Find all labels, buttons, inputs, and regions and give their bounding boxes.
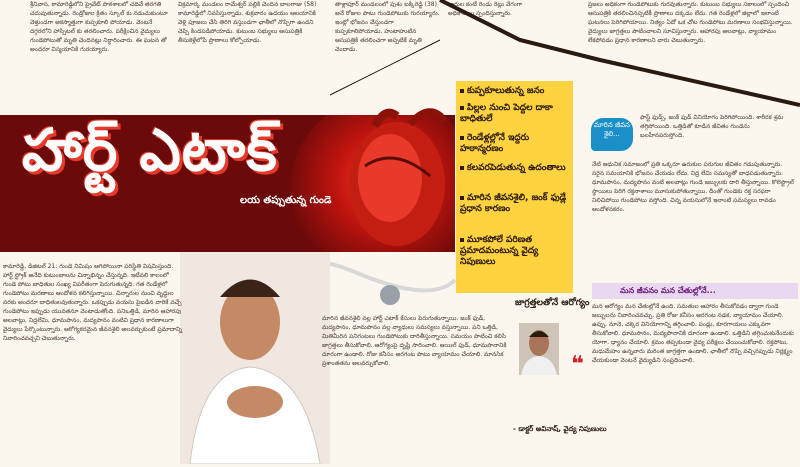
doctor-caption: - డాక్టర్ అవినాష్, వైద్య నిపుణులు: [513, 425, 607, 433]
text-block: శ్రీనివాస, కామారెడ్డిలోని ప్రైవేట్ పాఠశాలలో చదివే తరగతి చదువుతున్నాడు. రెండ్రోజుల క్రితం స్కూల్ కు నడుచుకుంటూ వెళ్తుండగా అకస్మాత్తుగా కుప్పకూలి పోయాడు. వెంటనే దగ్గరలోని హాస్పిటల్ కు తరలించారు. పరీక్షించిన వైద్యులు గుండెపోటుతో మృతి చెందినట్లు నిర్ధారించారు. ఈ ఘటన తో అందరూ విస్మయానికి గురయ్యారు.: [30, 1, 168, 53]
doctor-col-text: [322, 314, 512, 464]
headline: హార్ట్ ఎటాక్: [22, 116, 278, 184]
bullet-6: మూకపోలే పరిణత ప్రమాదమంటున్న వైద్య నిపుణులు: [460, 235, 539, 267]
bullet-2: పిల్లల నుంచి పెద్దల దాకా బాధితులే: [460, 103, 553, 124]
text-block: ప్రజలు అధికంగా గుండెపోటుకు గురవుతున్నారు. కుటుంబ సభ్యులు సకాలంలో స్పందించి ఆసుపత్రికి తరలించినప్పటికీ ప్రాణాలు దక్కడం లేదు. గత రెండేళ్లలో జిల్లాలో ఇలాంటి ఘటనలు పెరిగిపోయాయి. నిత్యం ఏదో ఒక చోట గుండెపోటు మరణాలు సంభవిస్తున్నాయి. వైద్యులు జాగ్రత్తలు పాటించాలని సూచిస్తున్నారు. ఆహారపు అలవాట్లు, వ్యాయామం లేకపోవడం ప్రధాన కారణాలని వారు చెబుతున్నారు.: [588, 1, 793, 44]
text-block: ఫాస్ట్ ఫుడ్స్, జంక్ ఫుడ్ వినియోగం పెరిగిపోయింది. శారీరక శ్రమ తగ్గిపోయింది. ఒత్తిడితో కూడిన జీవితం గుండెను బలహీనపరుస్తోంది.: [640, 114, 784, 139]
text-block: విక్రమార్క మండలం రామేశ్వర్ పల్లికి చెందిన బాలరాజు (58) కామారెడ్డిలో నివసిస్తున్నాడు. శుక్రవారం ఉదయం ఆలయానికి వెళ్లి పూజలు చేసి తిరిగి వస్తుండగా ఛాతీలో నొప్పిగా ఉందని చెప్పి కిందపడిపోయాడు. కుటుంబ సభ్యులు ఆసుపత్రికి తీసుకెళ్లేలోపే ప్రాణాలు కోల్పోయాడు.: [178, 1, 317, 44]
right-col-middle: [592, 160, 795, 280]
text-block: మారిన జీవనశైలి వల్ల హార్ట్ ఎటాక్ కేసులు పెరుగుతున్నాయి. జంక్ ఫుడ్, మద్యపానం, ధూమపానం వల్ల వ్యాధులు సమస్యలు వస్తున్నాయి. పని ఒత్తిడి, మితిమీరిన పనిగంటలు గుండెపోటుకు దారితీస్తున్నాయి. సమయం పాటించి కలిసి జాగ్రత్తలు తీసుకోవాలి. ఆరోగ్యంపై దృష్టి సారించాలి. ఆయిల్ ఫుడ్, ధూమపానానికి దూరంగా ఉండాలి. రోజు కనీసం అరగంట పాటు వ్యాయామం చేయాలి. మానసిక ప్రశాంతతను అలవర్చుకోవాలి.: [322, 315, 507, 367]
bullet-3: రెండేళ్లల్లోనే ఇద్దరు హఠాన్మరణం: [460, 133, 530, 154]
text-block: నేటి ఆధునిక సమాజంలో ప్రతి ఒక్కరూ ఉరుకుల పరుగుల జీవితం గడుపుతున్నారు. సరైన సమయానికి భోజనం చేయడం లేదు. నిద్ర లేమి సమస్యతో బాధపడుతున్నారు. ధూమపానం, మద్యపానం వంటి అలవాట్లు గుండె జబ్బులకు దారి తీస్తున్నాయి. కొలెస్ట్రాల్ స్థాయిలు పెరిగి రక్తనాళాలు మూసుకుపోతున్నాయి. దీంతో గుండెకు రక్త సరఫరా నిలిచిపోయి గుండెపోటు వస్తోంది. చిన్న వయసులోనే ఇలాంటి సమస్యలు రావడం ఆందోళనకరం.: [592, 161, 794, 213]
lifestyle-tag: మారిన జీవన శైలి...: [591, 118, 633, 151]
doctor-photo: [519, 323, 559, 375]
quote-mark-icon: ❝: [571, 352, 584, 377]
man-photo: [180, 252, 330, 464]
bullet-5: మారిన జీవనశైలి, జంక్ ఫుడ్లే ప్రధాన కారణం: [460, 193, 567, 214]
diagonal-divider: [0, 0, 800, 120]
text-block: మన ఆరోగ్యం మన చేతుల్లోనే ఉంది. సమతుల ఆహారం తీసుకోవడం ద్వారా గుండె జబ్బులను నివారించవచ్చు. ప్రతి రోజు కనీసం అరగంట నడక, వ్యాయామం చేయాలి. ఉప్పు, నూనె, చక్కెర వినియోగాన్ని తగ్గించాలి. పండ్లు, కూరగాయలు ఎక్కువగా తీసుకోవాలి. ధూమపానం, మద్యపానానికి దూరంగా ఉండాలి. ఒత్తిడిని తగ్గించుకునేందుకు యోగా, ధ్యానం చేయాలి. క్రమం తప్పకుండా వైద్య పరీక్షలు చేయించుకోవాలి. రక్తపోటు, మధుమేహం ఉన్నవారు మరింత జాగ్రత్తగా ఉండాలి. ఛాతీలో నొప్పి వచ్చినప్పుడు నిర్లక్ష్యం చేయకుండా వెంటనే వైద్యుడిని సంప్రదించాలి.: [592, 303, 794, 364]
text-block: దారుల కంటే రెండు రెట్లు వేగంగా అధికారులు స్పందిస్తున్నారు.: [448, 1, 523, 17]
bullet-1: కుప్పకూలుతున్న జనం: [460, 86, 544, 97]
section-banner: మన జీవనం మన చేతుల్లోనే...: [592, 283, 798, 299]
bullet-4: కలవరపెడుతున్న ఉదంతాలు: [460, 163, 570, 174]
text-block: తాళ్లాపూర్ మండలంలో పుశం బక్కిరెడ్డి (38) అనే రోజుల పాటు గుండెపోటుకు గురయ్యారు. ఇంట్లో భోజనం చేస్తుండగా కుప్పకూలిపోయాడు. హుటాహుటిన ఆసుపత్రికి తరలించగా అప్పటికే మృతి చెందాడు.: [335, 1, 440, 53]
right-col-lower: [592, 302, 795, 464]
subheadline: లయ తప్పుతున్న గుండె: [240, 195, 332, 206]
text-block: కామారెడ్డి, డిజిటల్ 21: గుండె నిమిషం ఆగిపోయినా పరిస్థితి విషమిస్తుంది. హార్ట్ స్ట్రోక్ అనేది కుటుంబాలను చిన్నాభిన్నం చేస్తున్నది. ఇటీవలి కాలంలో గుండె పోటు బాధితుల సంఖ్య విపరీతంగా పెరుగుతున్నది. గత రెండేళ్లలో గుండెపోటు మరణాలు ఆందోళన కలిగిస్తున్నాయి. చిన్నారుల నుంచి వృద్ధుల వరకు అందరూ బాధితులవుతున్నారు. ఒకప్పుడు వయసు పైబడిన వారికే వచ్చే గుండెపోటు ఇప్పుడు యువతనూ వెంటాడుతోంది. పనిఒత్తిడి, మారిన ఆహారపు అలవాట్లు, నిద్రలేమి, ధూమపానం, మద్యపానం వంటివి ప్రధాన కారణాలుగా వైద్యులు పేర్కొంటున్నారు. ఆరోగ్యకరమైన జీవనశైలి అలవర్చుకుంటే ప్రమాదాన్ని నివారించవచ్చని చెబుతున్నారు.: [3, 263, 183, 342]
heart-icon: [335, 106, 460, 256]
body-col-left: [3, 262, 183, 462]
section-subheading: జాగ్రత్తలతోనే ఆరోగ్యం: [515, 298, 590, 308]
